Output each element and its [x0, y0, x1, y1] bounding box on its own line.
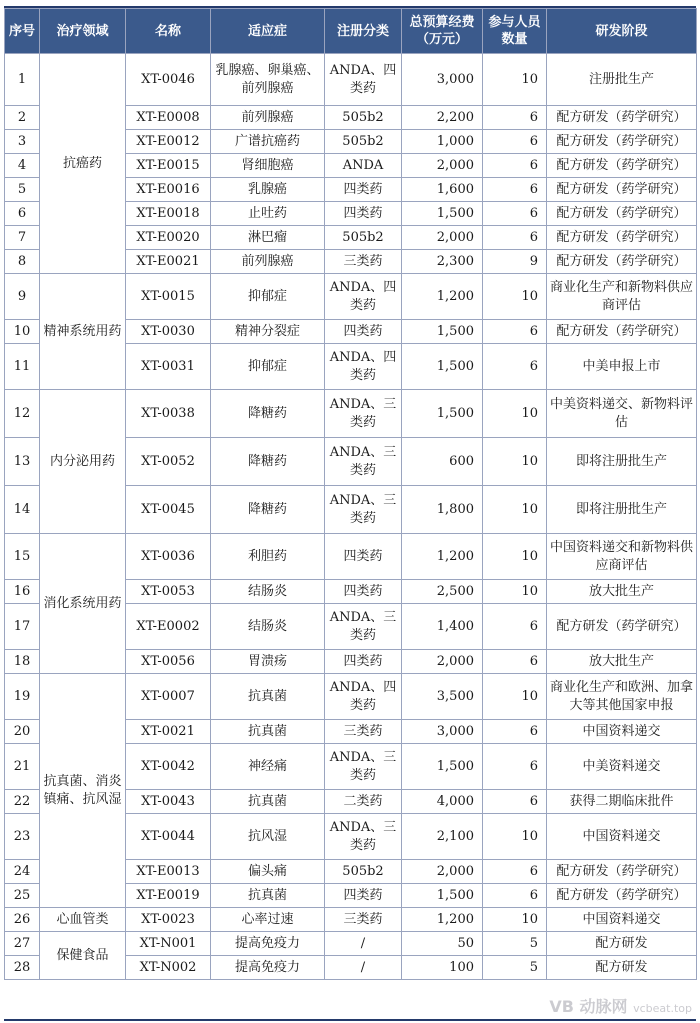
cell-budget: 1,800 [402, 486, 483, 534]
cell-stage: 配方研发（药学研究） [547, 320, 697, 344]
cell-registration-class: ANDA、三类药 [325, 390, 402, 438]
table-row [5, 908, 697, 932]
cell-registration-class: ANDA、四类药 [325, 54, 402, 106]
cell-stage: 商业化生产和欧洲、加拿大等其他国家申报 [547, 674, 697, 720]
cell-name: XT-0007 [126, 674, 211, 720]
watermark-logo [549, 994, 692, 1017]
cell-staff: 6 [483, 884, 547, 908]
table-row [5, 274, 697, 320]
cell-stage: 配方研发（药学研究） [547, 250, 697, 274]
watermark-mark: VB [549, 997, 574, 1016]
cell-index: 21 [5, 744, 40, 790]
cell-name: XT-0044 [126, 814, 211, 860]
cell-indication: 提高免疫力 [211, 932, 325, 956]
cell-staff: 10 [483, 438, 547, 486]
cell-indication: 神经痛 [211, 744, 325, 790]
cell-staff: 6 [483, 650, 547, 674]
cell-staff: 10 [483, 674, 547, 720]
cell-name: XT-0030 [126, 320, 211, 344]
cell-budget: 2,000 [402, 226, 483, 250]
header-name: 名称 [126, 9, 211, 54]
cell-indication: 抗真菌 [211, 720, 325, 744]
cell-staff: 5 [483, 956, 547, 980]
cell-indication: 前列腺癌 [211, 250, 325, 274]
cell-name: XT-0045 [126, 486, 211, 534]
cell-name: XT-E0016 [126, 178, 211, 202]
cell-budget: 2,000 [402, 154, 483, 178]
cell-budget: 600 [402, 438, 483, 486]
cell-budget: 2,000 [402, 860, 483, 884]
cell-name: XT-E0018 [126, 202, 211, 226]
cell-index: 15 [5, 534, 40, 580]
cell-index: 16 [5, 580, 40, 604]
cell-budget: 1,500 [402, 202, 483, 226]
cell-name: XT-0036 [126, 534, 211, 580]
header-therapeutic-area: 治疗领域 [40, 9, 126, 54]
cell-budget: 2,300 [402, 250, 483, 274]
cell-index: 3 [5, 130, 40, 154]
cell-therapeutic-area: 精神系统用药 [40, 274, 126, 390]
cell-therapeutic-area: 抗真菌、消炎镇痛、抗风湿 [40, 674, 126, 908]
cell-stage: 放大批生产 [547, 650, 697, 674]
cell-stage: 中国资料递交和新物料供应商评估 [547, 534, 697, 580]
cell-staff: 6 [483, 106, 547, 130]
cell-registration-class: 四类药 [325, 320, 402, 344]
cell-name: XT-E0013 [126, 860, 211, 884]
cell-index: 25 [5, 884, 40, 908]
cell-registration-class: 505b2 [325, 860, 402, 884]
cell-budget: 3,000 [402, 54, 483, 106]
header-row [5, 9, 697, 54]
header-staff: 参与人员数量 [483, 9, 547, 54]
cell-staff: 6 [483, 860, 547, 884]
header-indication: 适应症 [211, 9, 325, 54]
cell-stage: 即将注册批生产 [547, 486, 697, 534]
cell-staff: 10 [483, 814, 547, 860]
cell-stage: 配方研发（药学研究） [547, 130, 697, 154]
cell-name: XT-N002 [126, 956, 211, 980]
cell-registration-class: 四类药 [325, 884, 402, 908]
cell-name: XT-E0021 [126, 250, 211, 274]
cell-indication: 偏头痛 [211, 860, 325, 884]
cell-indication: 降糖药 [211, 390, 325, 438]
cell-indication: 抗风湿 [211, 814, 325, 860]
cell-stage: 配方研发（药学研究） [547, 884, 697, 908]
cell-registration-class: ANDA、三类药 [325, 604, 402, 650]
cell-indication: 心率过速 [211, 908, 325, 932]
header-index: 序号 [5, 9, 40, 54]
cell-index: 4 [5, 154, 40, 178]
cell-staff: 6 [483, 226, 547, 250]
cell-name: XT-0031 [126, 344, 211, 390]
cell-index: 26 [5, 908, 40, 932]
cell-staff: 10 [483, 580, 547, 604]
cell-budget: 2,000 [402, 650, 483, 674]
cell-index: 17 [5, 604, 40, 650]
cell-budget: 2,200 [402, 106, 483, 130]
cell-index: 5 [5, 178, 40, 202]
cell-stage: 中美资料递交 [547, 744, 697, 790]
cell-registration-class: / [325, 932, 402, 956]
cell-registration-class: 四类药 [325, 202, 402, 226]
cell-registration-class: 505b2 [325, 130, 402, 154]
cell-indication: 乳腺癌、卵巢癌、前列腺癌 [211, 54, 325, 106]
cell-registration-class: ANDA、四类药 [325, 344, 402, 390]
cell-budget: 1,500 [402, 744, 483, 790]
cell-name: XT-0023 [126, 908, 211, 932]
cell-staff: 6 [483, 130, 547, 154]
cell-indication: 利胆药 [211, 534, 325, 580]
cell-indication: 抗真菌 [211, 790, 325, 814]
cell-name: XT-0053 [126, 580, 211, 604]
watermark-url: vcbeat.top [633, 1002, 692, 1015]
table-row [5, 674, 697, 720]
cell-budget: 1,500 [402, 390, 483, 438]
cell-registration-class: ANDA、三类药 [325, 744, 402, 790]
cell-budget: 1,500 [402, 344, 483, 390]
table-row [5, 54, 697, 106]
cell-budget: 1,600 [402, 178, 483, 202]
cell-indication: 抑郁症 [211, 344, 325, 390]
cell-therapeutic-area: 抗癌药 [40, 54, 126, 274]
cell-stage: 获得二期临床批件 [547, 790, 697, 814]
cell-stage: 配方研发（药学研究） [547, 178, 697, 202]
cell-stage: 中美资料递交、新物料评估 [547, 390, 697, 438]
cell-index: 14 [5, 486, 40, 534]
cell-stage: 配方研发（药学研究） [547, 226, 697, 250]
cell-index: 12 [5, 390, 40, 438]
cell-stage: 配方研发（药学研究） [547, 202, 697, 226]
cell-budget: 50 [402, 932, 483, 956]
cell-name: XT-0056 [126, 650, 211, 674]
cell-stage: 中美申报上市 [547, 344, 697, 390]
cell-index: 28 [5, 956, 40, 980]
table-row [5, 534, 697, 580]
cell-indication: 降糖药 [211, 438, 325, 486]
cell-name: XT-0052 [126, 438, 211, 486]
cell-registration-class: / [325, 956, 402, 980]
cell-staff: 10 [483, 486, 547, 534]
cell-indication: 降糖药 [211, 486, 325, 534]
cell-budget: 1,000 [402, 130, 483, 154]
cell-staff: 6 [483, 604, 547, 650]
cell-budget: 1,200 [402, 534, 483, 580]
cell-registration-class: ANDA、三类药 [325, 438, 402, 486]
cell-budget: 4,000 [402, 790, 483, 814]
cell-therapeutic-area: 内分泌用药 [40, 390, 126, 534]
cell-stage: 放大批生产 [547, 580, 697, 604]
cell-budget: 100 [402, 956, 483, 980]
cell-stage: 即将注册批生产 [547, 438, 697, 486]
cell-stage: 注册批生产 [547, 54, 697, 106]
cell-registration-class: 三类药 [325, 908, 402, 932]
cell-name: XT-0038 [126, 390, 211, 438]
cell-budget: 2,100 [402, 814, 483, 860]
cell-indication: 淋巴瘤 [211, 226, 325, 250]
header-stage: 研发阶段 [547, 9, 697, 54]
cell-registration-class: 四类药 [325, 178, 402, 202]
cell-registration-class: 四类药 [325, 580, 402, 604]
table-row [5, 390, 697, 438]
cell-indication: 前列腺癌 [211, 106, 325, 130]
cell-indication: 抗真菌 [211, 674, 325, 720]
cell-staff: 10 [483, 54, 547, 106]
cell-stage: 配方研发（药学研究） [547, 106, 697, 130]
cell-index: 19 [5, 674, 40, 720]
cell-staff: 10 [483, 390, 547, 438]
cell-index: 22 [5, 790, 40, 814]
cell-registration-class: ANDA、三类药 [325, 486, 402, 534]
cell-staff: 10 [483, 274, 547, 320]
cell-stage: 配方研发（药学研究） [547, 154, 697, 178]
cell-stage: 中国资料递交 [547, 814, 697, 860]
cell-staff: 6 [483, 178, 547, 202]
cell-index: 23 [5, 814, 40, 860]
cell-therapeutic-area: 保健食品 [40, 932, 126, 980]
cell-stage: 商业化生产和新物料供应商评估 [547, 274, 697, 320]
cell-index: 9 [5, 274, 40, 320]
cell-index: 7 [5, 226, 40, 250]
cell-stage: 中国资料递交 [547, 908, 697, 932]
cell-name: XT-0021 [126, 720, 211, 744]
cell-index: 1 [5, 54, 40, 106]
cell-staff: 9 [483, 250, 547, 274]
cell-stage: 中国资料递交 [547, 720, 697, 744]
cell-therapeutic-area: 心血管类 [40, 908, 126, 932]
cell-stage: 配方研发 [547, 932, 697, 956]
cell-indication: 精神分裂症 [211, 320, 325, 344]
cell-name: XT-0042 [126, 744, 211, 790]
cell-budget: 1,400 [402, 604, 483, 650]
table-row [5, 932, 697, 956]
cell-therapeutic-area: 消化系统用药 [40, 534, 126, 674]
cell-index: 2 [5, 106, 40, 130]
cell-indication: 提高免疫力 [211, 956, 325, 980]
cell-budget: 1,500 [402, 884, 483, 908]
watermark-text: 动脉网 [579, 997, 628, 1016]
cell-staff: 6 [483, 720, 547, 744]
cell-staff: 10 [483, 908, 547, 932]
cell-index: 10 [5, 320, 40, 344]
cell-indication: 乳腺癌 [211, 178, 325, 202]
cell-name: XT-0046 [126, 54, 211, 106]
cell-index: 24 [5, 860, 40, 884]
cell-name: XT-E0019 [126, 884, 211, 908]
cell-indication: 胃溃疡 [211, 650, 325, 674]
cell-name: XT-E0002 [126, 604, 211, 650]
cell-staff: 10 [483, 534, 547, 580]
cell-name: XT-N001 [126, 932, 211, 956]
cell-registration-class: 二类药 [325, 790, 402, 814]
cell-budget: 2,500 [402, 580, 483, 604]
cell-index: 27 [5, 932, 40, 956]
cell-registration-class: ANDA、四类药 [325, 674, 402, 720]
cell-registration-class: 四类药 [325, 650, 402, 674]
cell-indication: 结肠炎 [211, 580, 325, 604]
cell-budget: 3,000 [402, 720, 483, 744]
cell-indication: 结肠炎 [211, 604, 325, 650]
cell-indication: 肾细胞癌 [211, 154, 325, 178]
cell-name: XT-E0012 [126, 130, 211, 154]
cell-staff: 6 [483, 202, 547, 226]
cell-registration-class: 三类药 [325, 250, 402, 274]
cell-name: XT-E0020 [126, 226, 211, 250]
cell-stage: 配方研发（药学研究） [547, 604, 697, 650]
cell-name: XT-0043 [126, 790, 211, 814]
cell-stage: 配方研发（药学研究） [547, 860, 697, 884]
cell-index: 20 [5, 720, 40, 744]
cell-index: 18 [5, 650, 40, 674]
cell-staff: 6 [483, 344, 547, 390]
cell-registration-class: 四类药 [325, 534, 402, 580]
cell-name: XT-E0008 [126, 106, 211, 130]
cell-registration-class: 505b2 [325, 106, 402, 130]
cell-index: 13 [5, 438, 40, 486]
cell-index: 8 [5, 250, 40, 274]
cell-name: XT-E0015 [126, 154, 211, 178]
cell-budget: 1,200 [402, 274, 483, 320]
cell-budget: 3,500 [402, 674, 483, 720]
cell-registration-class: ANDA、三类药 [325, 814, 402, 860]
cell-staff: 6 [483, 320, 547, 344]
cell-budget: 1,500 [402, 320, 483, 344]
cell-indication: 止吐药 [211, 202, 325, 226]
cell-staff: 5 [483, 932, 547, 956]
cell-staff: 6 [483, 154, 547, 178]
cell-indication: 抗真菌 [211, 884, 325, 908]
cell-registration-class: 505b2 [325, 226, 402, 250]
cell-staff: 6 [483, 744, 547, 790]
header-budget: 总预算经费（万元） [402, 9, 483, 54]
cell-indication: 抑郁症 [211, 274, 325, 320]
cell-registration-class: ANDA [325, 154, 402, 178]
rd-projects-table [4, 8, 697, 980]
cell-indication: 广谱抗癌药 [211, 130, 325, 154]
cell-registration-class: ANDA、四类药 [325, 274, 402, 320]
cell-registration-class: 三类药 [325, 720, 402, 744]
cell-stage: 配方研发 [547, 956, 697, 980]
cell-name: XT-0015 [126, 274, 211, 320]
cell-budget: 1,200 [402, 908, 483, 932]
cell-index: 6 [5, 202, 40, 226]
cell-index: 11 [5, 344, 40, 390]
header-registration-class: 注册分类 [325, 9, 402, 54]
cell-staff: 6 [483, 790, 547, 814]
